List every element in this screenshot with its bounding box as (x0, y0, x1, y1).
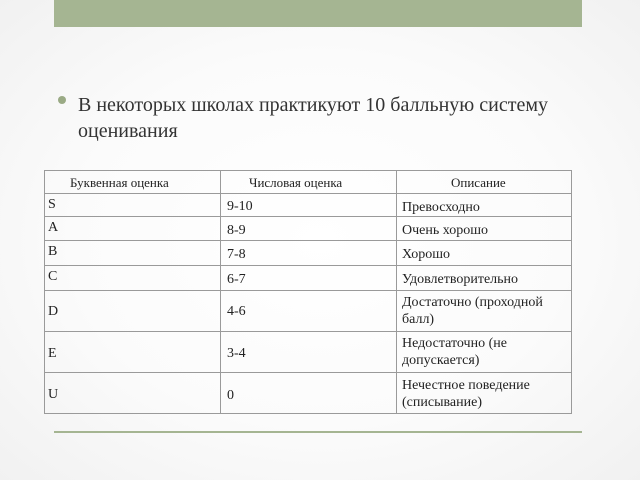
cell-description: Нечестное поведение (списывание) (402, 378, 530, 410)
cell-description: Недостаточно (не допускается) (402, 336, 507, 368)
header-numeric: Числовая оценка (249, 175, 343, 190)
table-line (220, 216, 396, 217)
table-line (44, 331, 220, 332)
bullet-icon (58, 96, 66, 104)
cell-letter: S (48, 197, 56, 212)
cell-description: Достаточно (проходной балл) (402, 295, 543, 327)
header-description: Описание (451, 175, 506, 190)
cell-description: Хорошо (402, 247, 451, 262)
cell-numeric: 7-8 (227, 247, 246, 262)
table-line (220, 240, 396, 241)
table-line (396, 170, 397, 414)
table-line (396, 290, 572, 291)
table-line (220, 265, 396, 266)
table-line (220, 372, 396, 373)
table-line (44, 290, 220, 291)
table-line (396, 240, 572, 241)
table-line (396, 216, 572, 217)
table-line (396, 193, 572, 194)
table-line (44, 240, 220, 241)
header-letter: Буквенная оценка (70, 175, 169, 190)
top-accent-bar (54, 0, 582, 27)
table-line (396, 331, 572, 332)
cell-numeric: 6-7 (227, 272, 246, 287)
cell-numeric: 8-9 (227, 223, 246, 238)
table-line (44, 216, 220, 217)
bottom-divider (54, 431, 582, 433)
cell-letter: A (48, 220, 59, 235)
cell-letter: E (48, 346, 57, 361)
table-line (44, 372, 220, 373)
table-line (220, 170, 221, 414)
cell-description: Удовлетворительно (402, 272, 519, 287)
table-line (44, 265, 220, 266)
table-line (220, 193, 396, 194)
cell-numeric: 3-4 (227, 346, 246, 361)
table-line (220, 290, 396, 291)
table-line (396, 265, 572, 266)
cell-letter: U (48, 387, 59, 402)
cell-numeric: 4-6 (227, 304, 246, 319)
table-line (396, 372, 572, 373)
cell-description: Превосходно (402, 200, 480, 215)
table-line (220, 331, 396, 332)
cell-description: Очень хорошо (402, 223, 488, 238)
cell-numeric: 9-10 (227, 199, 253, 214)
cell-letter: C (48, 269, 58, 284)
cell-letter: D (48, 304, 59, 319)
cell-letter: B (48, 244, 58, 259)
slide-heading: В некоторых школах практикуют 10 балльную систему оценивания (78, 94, 548, 142)
cell-numeric: 0 (227, 388, 234, 403)
table-line (44, 193, 220, 194)
